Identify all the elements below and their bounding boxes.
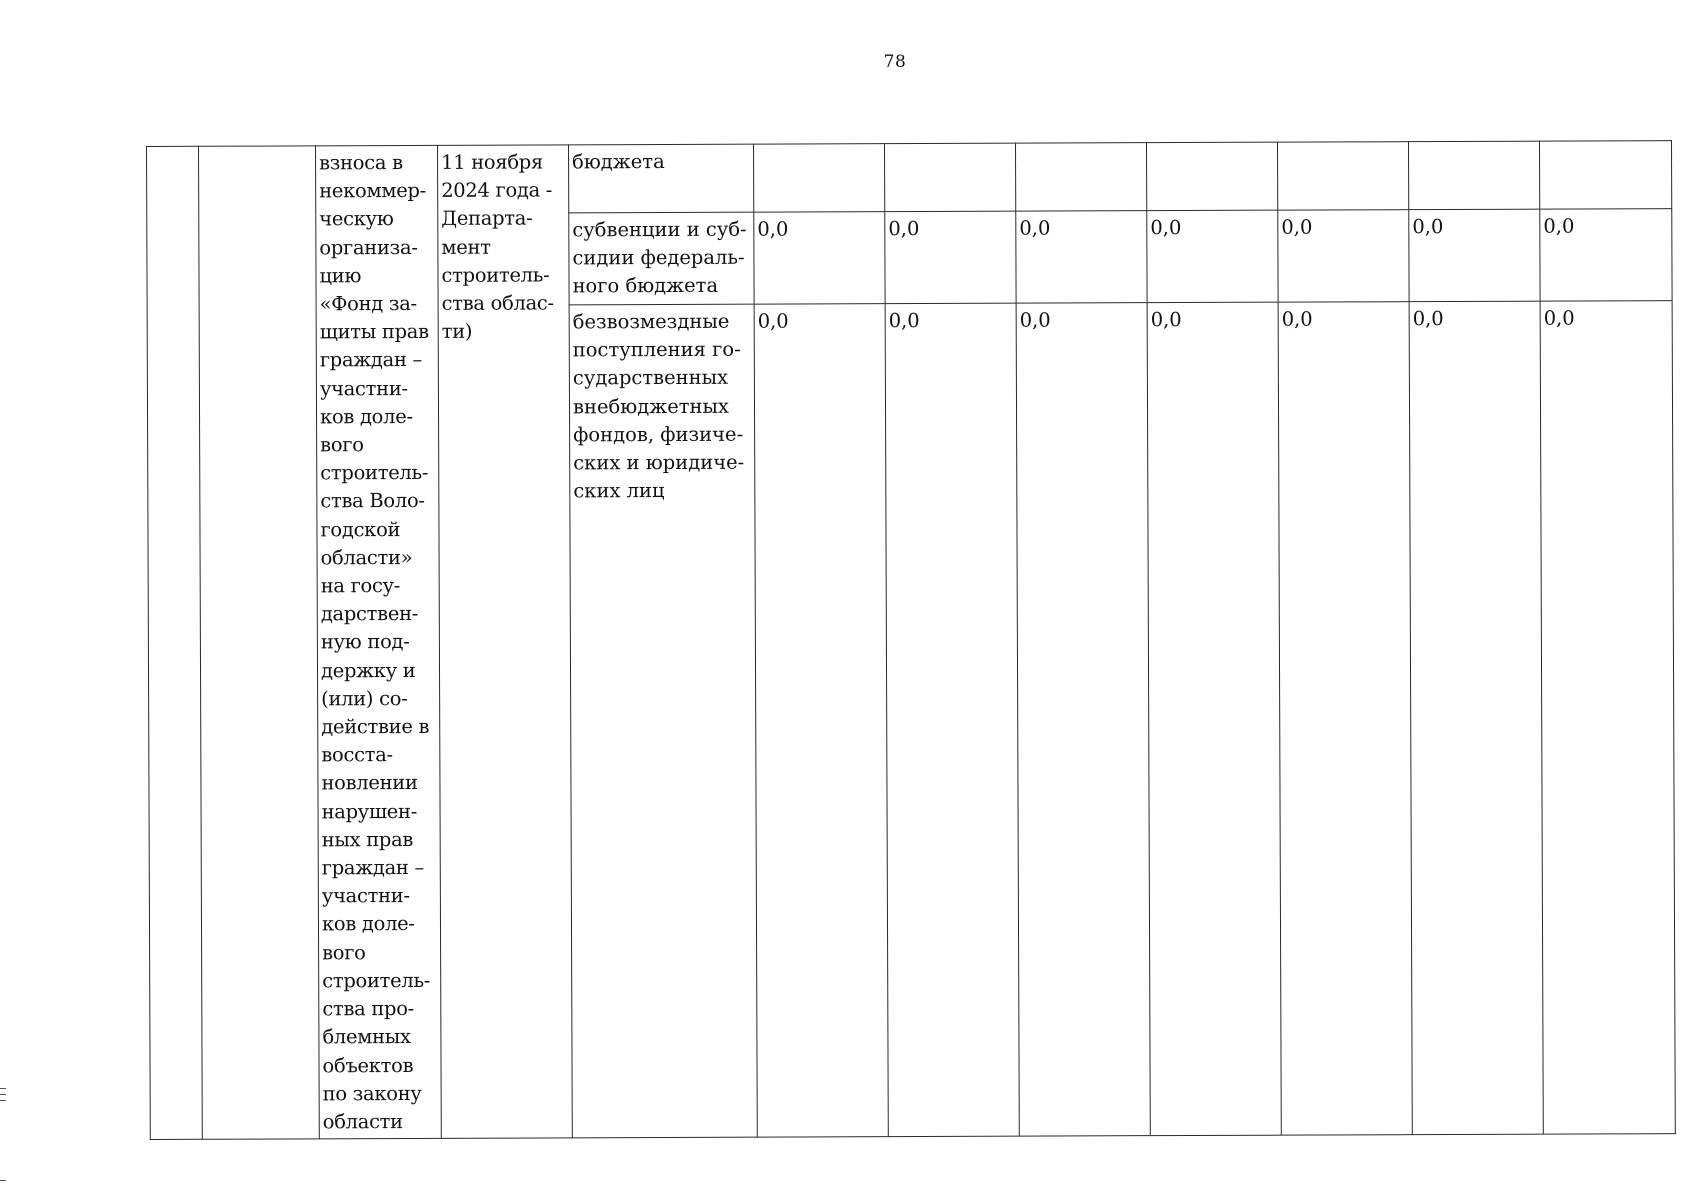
value-cell [885,211,1016,304]
value-cell [1540,209,1672,302]
scan-margin-mark [0,1088,6,1089]
scan-margin-mark [0,1100,6,1101]
value-text: 0,0 [1412,307,1444,331]
scan-margin-mark [0,1180,6,1181]
value-cell [754,304,888,1137]
value-cell [1540,301,1675,1135]
value-cell [1408,141,1539,210]
value-text: 0,0 [757,309,789,333]
value-text: 0,0 [1150,216,1182,240]
table-row [147,141,1672,215]
value-cell [1016,303,1150,1136]
value-text: 0,0 [1150,308,1182,332]
value-cell [1016,211,1147,304]
value-cell [1146,142,1277,211]
value-cell [1539,141,1671,210]
measure-description-cell: взноса в некоммер- ческую организа- цию «Фонд за- щиты прав граждан – участни- ков доле- вого строитель- ства Воло- годской области» на госу- дарствен- ную под- держку и (или) со- действие в восста- новлении нарушен- ных прав граждан – участни- ков доле- вого строитель- ства про- блемных объектов по закону области [316,145,442,1138]
value-text: 0,0 [888,309,920,333]
value-text: 0,0 [1543,214,1575,238]
value-cell [1278,210,1409,303]
funding-source-cell: безвозмездные поступления го- сударственных внебюджетных фондов, физиче- ских и юридиче- ских лиц [569,304,757,1138]
value-text: 0,0 [1412,215,1444,239]
value-cell [1278,302,1412,1135]
value-text: 0,0 [1281,215,1313,239]
value-cell [1015,143,1146,212]
value-text: 0,0 [1019,308,1051,332]
funding-table [146,140,1676,1140]
value-cell [1277,142,1408,211]
page-number: 78 [883,52,907,72]
scan-margin-mark [0,1094,6,1095]
value-cell [885,303,1019,1136]
value-text: 0,0 [757,217,789,241]
value-cell [1147,210,1278,303]
value-text: 0,0 [1543,306,1575,330]
value-text: 0,0 [888,217,920,241]
value-cell [1409,301,1543,1134]
funding-source-cell: субвенции и суб- сидии федераль- ного бюджета [569,212,754,305]
value-text: 0,0 [1019,216,1051,240]
value-cell [1147,302,1281,1135]
value-cell [1409,209,1540,302]
value-cell [884,143,1015,212]
row-number-cell [147,146,203,1139]
funding-source-cell: бюджета [568,144,753,213]
measure-name-cell [199,146,320,1139]
value-cell [753,144,884,213]
value-cell [754,212,885,305]
responsible-executor-cell: 11 ноября 2024 года - Департа- мент строитель- ства облас- ти) [437,145,572,1138]
value-text: 0,0 [1281,307,1313,331]
